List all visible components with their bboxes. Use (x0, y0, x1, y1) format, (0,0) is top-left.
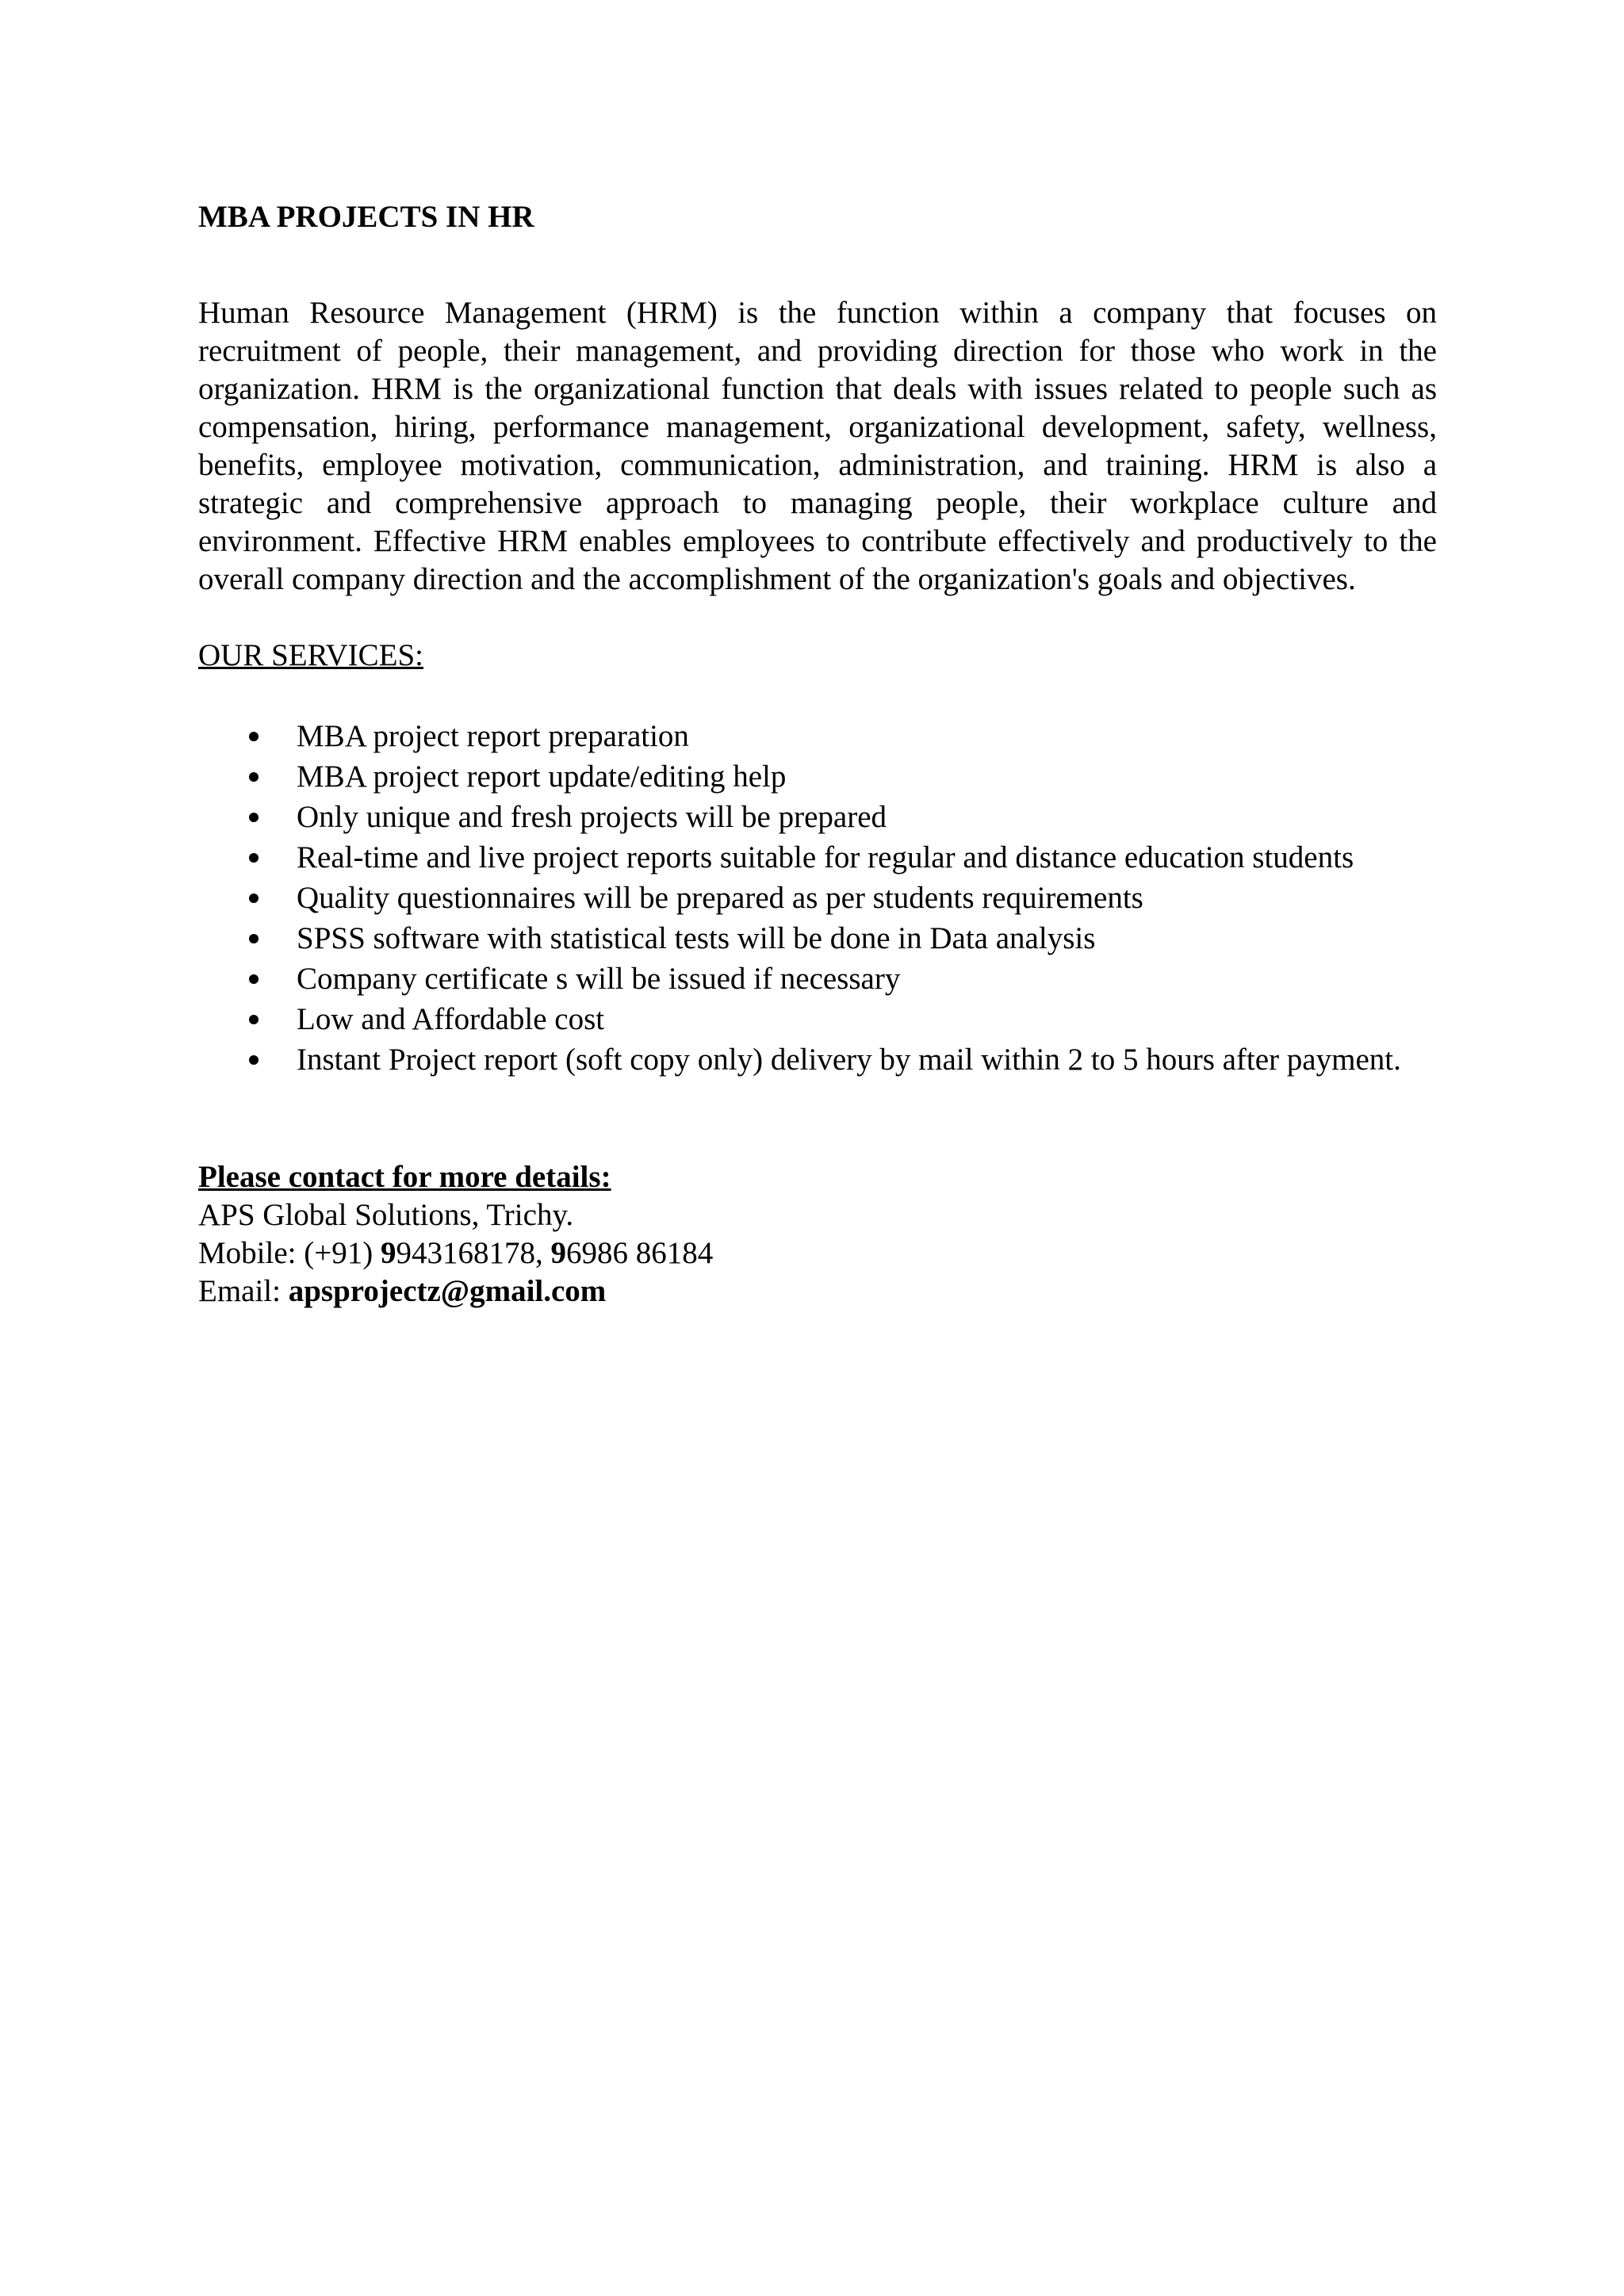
list-item-text: Only unique and fresh projects will be prepared (297, 800, 887, 834)
company-name: APS Global Solutions, Trichy. (198, 1198, 574, 1232)
bullet-icon (249, 853, 259, 863)
list-item-text: Low and Affordable cost (297, 1002, 605, 1036)
list-item (198, 920, 1437, 958)
list-item-text: SPSS software with statistical tests will be done in Data analysis (297, 921, 1096, 955)
email-label: Email: (198, 1274, 289, 1308)
document-content (198, 198, 1437, 1311)
document-title: MBA PROJECTS IN HR (198, 200, 534, 234)
mobile2-rest: 6986 86184 (565, 1236, 714, 1270)
list-item-text: Instant Project report (soft copy only) delivery by mail within 2 to 5 hours after payment. (297, 1043, 1401, 1077)
list-item (198, 1041, 1437, 1079)
mobile1-rest: 943168178, (396, 1236, 551, 1270)
list-item (198, 960, 1437, 998)
contact-heading: Please contact for more details: (198, 1160, 611, 1194)
list-item (198, 839, 1437, 877)
email-address: apsprojectz@gmail.com (288, 1274, 607, 1308)
list-item (198, 879, 1437, 917)
contact-block (198, 1158, 1437, 1311)
mobile-label: Mobile: (+91) (198, 1236, 381, 1270)
list-item (198, 758, 1437, 796)
list-item (198, 1001, 1437, 1039)
bullet-icon (249, 934, 259, 943)
bullet-icon (249, 772, 259, 782)
list-item (198, 798, 1437, 836)
bullet-icon (249, 1055, 259, 1065)
list-item (198, 718, 1437, 756)
list-item-text: MBA project report update/editing help (297, 760, 787, 794)
bullet-icon (249, 813, 259, 822)
bullet-icon (249, 1015, 259, 1024)
list-item-text: Company certificate s will be issued if necessary (297, 962, 901, 996)
email-line (198, 1272, 1437, 1311)
list-item-text: Real-time and live project reports suitable for regular and distance education students (297, 840, 1354, 874)
mobile-line (198, 1234, 1437, 1272)
bullet-icon (249, 732, 259, 741)
mobile1-first-digit: 9 (380, 1236, 396, 1270)
services-heading: OUR SERVICES: (198, 638, 424, 672)
list-item-text: MBA project report preparation (297, 719, 689, 753)
services-list (198, 718, 1437, 1079)
bullet-icon (249, 974, 259, 984)
list-item-text: Quality questionnaires will be prepared as per students requirements (297, 881, 1143, 915)
intro-paragraph: Human Resource Management (HRM) is the function within a company that focuses on recruitment of people, their management, and providing direction for those who work in the organization. HRM is the organizational function that deals with issues related to people such as compensation, hiring, performance management, organizational development, safety, wellness, benefits, employee motivation, communication, administration, and training. HRM is also a strategic and comprehensive approach to managing people, their workplace culture and environment. Effective HRM enables employees to contribute effectively and productively to the overall company direction and the accomplishment of the organization's goals and objectives. (198, 296, 1437, 596)
bullet-icon (249, 894, 259, 903)
mobile2-first-digit: 9 (550, 1236, 566, 1270)
